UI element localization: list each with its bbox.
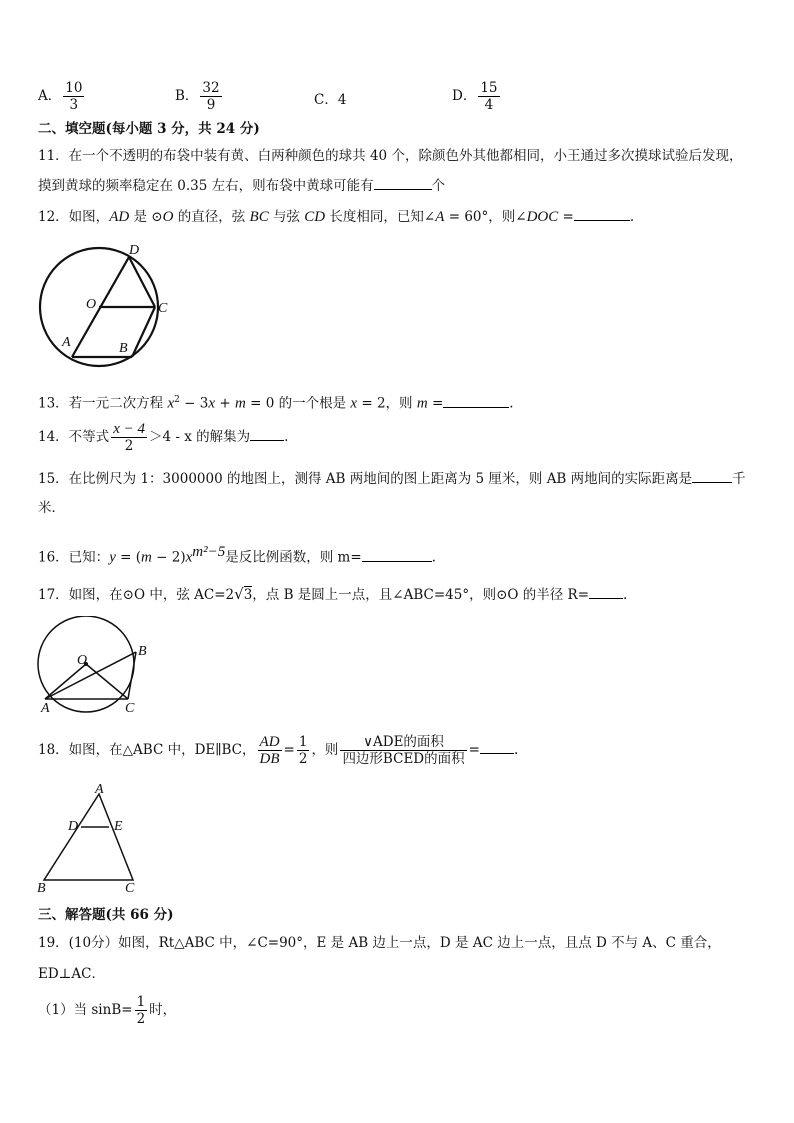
question-19-line1: 19．(10分）如图，Rt△ABC 中，∠C=90°，E 是 AB 边上一点，D 是 AC 边上一点，且点 D 不与 A、C 重合， [38, 935, 721, 951]
point-label-b: B [37, 881, 46, 896]
answer-blank[interactable] [574, 206, 630, 221]
figure-17-circle [32, 616, 162, 716]
option-a: A． $\frac{10}{3}$ [38, 80, 83, 113]
question-15-line1: 15．在比例尺为 1：3000000 的地图上，测得 AB 两地间的图上距离为 5 厘米，则 AB 两地间的实际距离是 千 [38, 468, 746, 489]
option-b: B． $\frac{32}{9}$ [175, 80, 220, 113]
question-17: 17．如图，在⊙O 中，弦 AC=2√3，点 B 是圆上一点，且∠ABC=45°，则⊙O 的半径 R= . [38, 585, 628, 603]
question-19-part1: （1）当 sinB= $\frac{1}{2}$ 时， [38, 994, 177, 1027]
figure-12-circle [34, 240, 174, 372]
answer-blank[interactable] [362, 547, 432, 562]
answer-blank[interactable] [692, 468, 732, 483]
point-label-o: O [77, 653, 88, 668]
point-label-a: A [95, 784, 104, 797]
section-heading-solutions: 三、解答题(共 66 分) [38, 907, 174, 923]
point-label-d: D [68, 819, 79, 834]
point-label-a: A [41, 701, 50, 716]
point-label-b: B [119, 341, 128, 356]
answer-blank[interactable] [250, 426, 284, 441]
question-19-line2: ED⊥AC． [38, 966, 105, 982]
section-heading-fill-in: 二、填空题(每小题 3 分，共 24 分) [38, 121, 260, 137]
question-18: 18．如图，在△ABC 中，DE∥BC， $\frac{AD}{DB}$ = $\frac{1}{2}$ ，则 $\frac{\text{∨ADE的面积}}{\text{四边形BCED的面积}}$ = . [38, 734, 519, 767]
option-c: C．4 [314, 92, 347, 108]
answer-blank[interactable] [443, 393, 509, 408]
point-label-b: B [138, 644, 147, 659]
question-11-line1: 11．在一个不透明的布袋中装有黄、白两种颜色的球共 40 个，除颜色外其他都相同，小王通过多次摸球试验后发现， [38, 148, 743, 164]
option-d: D． $\frac{15}{4}$ [452, 80, 498, 113]
question-13: 13．若一元二次方程 $x^2 - 3x + m = 0$ 的一个根是 x = 2，则 m = . [38, 390, 514, 414]
point-label-o: O [86, 297, 97, 312]
point-label-c: C [125, 701, 135, 716]
question-15-line2: 米． [38, 500, 65, 516]
figure-18-triangle [34, 784, 144, 896]
question-14: 14．不等式 $\frac{x - 4}{2}$ ＞4 - x 的解集为 . [38, 421, 289, 454]
answer-blank[interactable] [589, 584, 623, 599]
point-label-e: E [114, 819, 123, 834]
answer-blank[interactable] [374, 175, 432, 190]
answer-blank[interactable] [480, 739, 514, 754]
point-label-c: C [158, 301, 168, 316]
point-label-c: C [125, 881, 135, 896]
question-11-line2: 摸到黄球的频率稳定在 0.35 左右，则布袋中黄球可能有 个 [38, 175, 445, 196]
point-label-d: D [129, 243, 140, 258]
question-12: 12．如图，AD 是 ⊙O 的直径，弦 BC 与弦 CD 长度相同，已知∠A = 60°，则∠DOC = . [38, 206, 634, 227]
question-16: 16．已知：$y = (m - 2)x^{m^2-5}$是反比例函数，则 m= . [38, 544, 436, 566]
point-label-a: A [62, 335, 71, 350]
